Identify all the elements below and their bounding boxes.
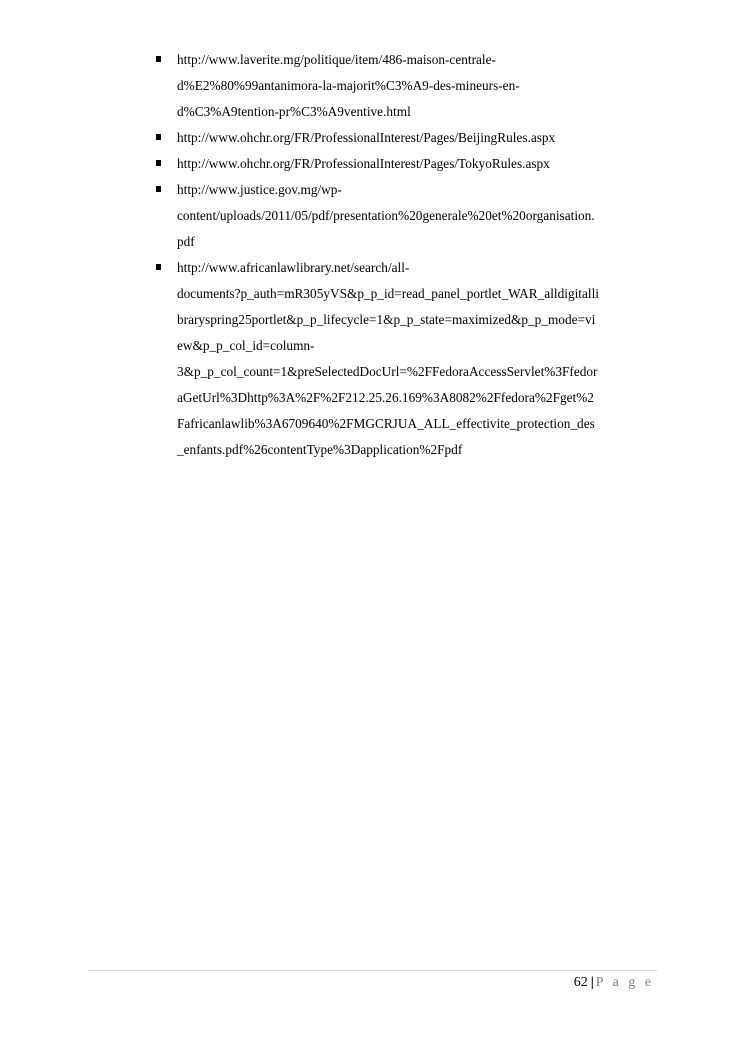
footer-separator: | — [590, 975, 594, 990]
reference-line: d%C3%A9tention-pr%C3%A9ventive.html — [177, 104, 411, 119]
reference-line: http://www.justice.gov.mg/wp- — [177, 182, 342, 197]
page-label: P a g e — [595, 975, 654, 990]
reference-line: http://www.ohchr.org/FR/ProfessionalInterest/Pages/BeijingRules.aspx — [177, 130, 556, 145]
square-bullet-icon — [156, 134, 161, 140]
square-bullet-icon — [156, 264, 161, 270]
reference-line: http://www.ohchr.org/FR/ProfessionalInterest/Pages/TokyoRules.aspx — [177, 156, 550, 171]
page-footer — [574, 974, 654, 992]
reference-line: aGetUrl%3Dhttp%3A%2F%2F212.25.26.169%3A8082%2Ffedora%2Fget%2 — [177, 390, 594, 405]
reference-line: 3&p_p_col_count=1&preSelectedDocUrl=%2FFedoraAccessServlet%3Ffedor — [177, 364, 598, 379]
square-bullet-icon — [156, 186, 161, 192]
reference-line: documents?p_auth=mR305yVS&p_p_id=read_panel_portlet_WAR_alldigitalli — [177, 286, 599, 301]
reference-line: braryspring25portlet&p_p_lifecycle=1&p_p_state=maximized&p_p_mode=vi — [177, 312, 596, 327]
reference-line: d%E2%80%99antanimora-la-majorit%C3%A9-des-mineurs-en- — [177, 78, 520, 93]
reference-line: http://www.africanlawlibrary.net/search/all- — [177, 260, 410, 275]
reference-line: pdf — [177, 234, 195, 249]
reference-line: _enfants.pdf%26contentType%3Dapplication%2Fpdf — [177, 442, 463, 457]
footer-divider — [88, 970, 657, 971]
page-number: 62 — [573, 975, 588, 990]
reference-line: content/uploads/2011/05/pdf/presentation%20generale%20et%20organisation. — [177, 208, 595, 223]
square-bullet-icon — [156, 56, 161, 62]
reference-line: ew&p_p_col_id=column- — [177, 338, 315, 353]
reference-line: Fafricanlawlib%3A6709640%2FMGCRJUA_ALL_effectivite_protection_des — [177, 416, 595, 431]
square-bullet-icon — [156, 160, 161, 166]
reference-line: http://www.laverite.mg/politique/item/486-maison-centrale- — [177, 52, 496, 67]
